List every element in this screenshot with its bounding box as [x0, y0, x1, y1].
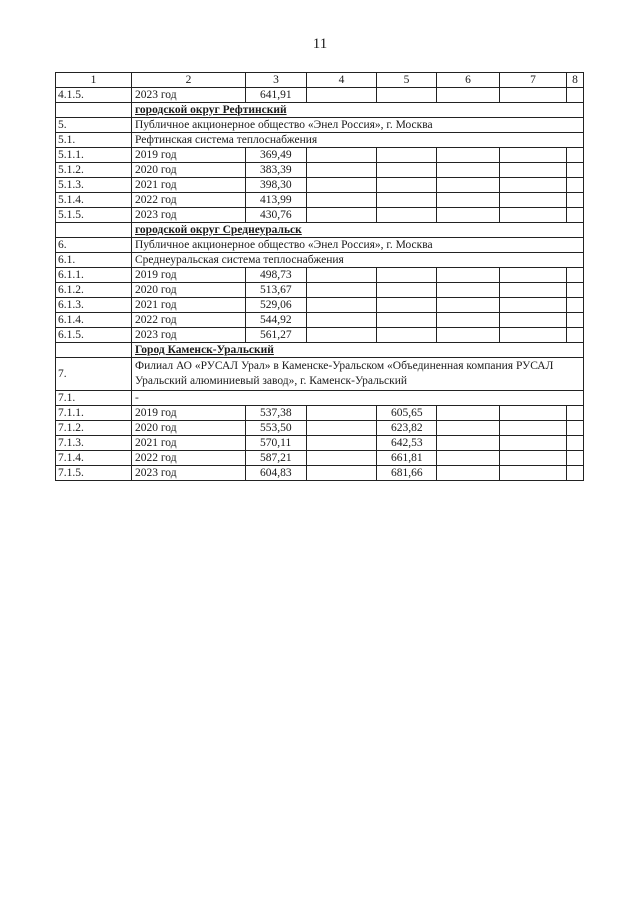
empty-cell	[500, 313, 567, 328]
description-row	[56, 253, 584, 268]
column-header: 1	[56, 73, 132, 88]
value-col5-cell: 661,81	[377, 451, 437, 466]
empty-cell	[437, 193, 500, 208]
year-cell: 2023 год	[132, 88, 246, 103]
empty-cell	[437, 298, 500, 313]
table-row	[56, 193, 584, 208]
empty-cell	[437, 313, 500, 328]
value-col5-cell	[377, 148, 437, 163]
value-col5-cell: 605,65	[377, 406, 437, 421]
empty-cell	[437, 208, 500, 223]
page-number: 11	[312, 36, 328, 52]
empty-cell	[307, 148, 377, 163]
value-col3-cell: 544,92	[246, 313, 307, 328]
year-cell: 2020 год	[132, 163, 246, 178]
value-col5-cell: 623,82	[377, 421, 437, 436]
empty-cell	[307, 298, 377, 313]
empty-cell	[56, 103, 132, 118]
value-col5-cell	[377, 313, 437, 328]
empty-cell	[567, 466, 584, 481]
empty-cell	[437, 328, 500, 343]
column-header: 6	[437, 73, 500, 88]
row-number-cell: 7.1.1.	[56, 406, 132, 421]
empty-cell	[500, 436, 567, 451]
empty-cell	[437, 268, 500, 283]
column-header: 2	[132, 73, 246, 88]
row-number-cell: 6.1.2.	[56, 283, 132, 298]
column-header: 7	[500, 73, 567, 88]
column-header: 4	[307, 73, 377, 88]
empty-cell	[567, 178, 584, 193]
table-row	[56, 283, 584, 298]
description-cell: Рефтинская система теплоснабжения	[132, 133, 584, 148]
empty-cell	[437, 466, 500, 481]
table-body	[56, 88, 584, 481]
empty-cell	[437, 436, 500, 451]
value-col5-cell	[377, 268, 437, 283]
table-row	[56, 451, 584, 466]
empty-cell	[307, 163, 377, 178]
section-title: городской округ Среднеуральск	[132, 223, 584, 238]
empty-cell	[437, 178, 500, 193]
description-row	[56, 391, 584, 406]
value-col5-cell	[377, 328, 437, 343]
empty-cell	[500, 163, 567, 178]
row-number-cell: 5.1.2.	[56, 163, 132, 178]
table-row	[56, 178, 584, 193]
year-cell: 2022 год	[132, 313, 246, 328]
column-number-row	[56, 73, 584, 88]
section-row	[56, 223, 584, 238]
empty-cell	[307, 208, 377, 223]
empty-cell	[307, 268, 377, 283]
row-number-cell: 5.1.	[56, 133, 132, 148]
description-cell: Филиал АО «РУСАЛ Урал» в Каменске-Уральском «Объединенная компания РУСАЛ Уральский алюминиевый завод», г. Каменск-Уральский	[132, 358, 584, 391]
empty-cell	[307, 328, 377, 343]
row-number-cell: 4.1.5.	[56, 88, 132, 103]
empty-cell	[437, 283, 500, 298]
year-cell: 2022 год	[132, 451, 246, 466]
row-number-cell: 7.1.2.	[56, 421, 132, 436]
value-col3-cell: 398,30	[246, 178, 307, 193]
empty-cell	[500, 406, 567, 421]
year-cell: 2021 год	[132, 436, 246, 451]
description-row	[56, 358, 584, 391]
empty-cell	[307, 451, 377, 466]
table-row	[56, 436, 584, 451]
year-cell: 2020 год	[132, 421, 246, 436]
section-title: Город Каменск-Уральский	[132, 343, 584, 358]
column-header: 8	[567, 73, 584, 88]
empty-cell	[500, 421, 567, 436]
year-cell: 2022 год	[132, 193, 246, 208]
value-col3-cell: 413,99	[246, 193, 307, 208]
value-col5-cell	[377, 298, 437, 313]
table-row	[56, 163, 584, 178]
row-number-cell: 6.1.4.	[56, 313, 132, 328]
table-row	[56, 88, 584, 103]
description-cell: -	[132, 391, 584, 406]
section-title: городской округ Рефтинский	[132, 103, 584, 118]
description-row	[56, 118, 584, 133]
empty-cell	[567, 88, 584, 103]
row-number-cell: 5.1.5.	[56, 208, 132, 223]
empty-cell	[500, 193, 567, 208]
empty-cell	[567, 328, 584, 343]
empty-cell	[500, 298, 567, 313]
year-cell: 2023 год	[132, 208, 246, 223]
empty-cell	[56, 343, 132, 358]
value-col3-cell: 570,11	[246, 436, 307, 451]
row-number-cell: 7.1.3.	[56, 436, 132, 451]
year-cell: 2021 год	[132, 178, 246, 193]
empty-cell	[500, 148, 567, 163]
table-row	[56, 313, 584, 328]
empty-cell	[500, 451, 567, 466]
value-col5-cell	[377, 193, 437, 208]
value-col5-cell	[377, 178, 437, 193]
value-col3-cell: 430,76	[246, 208, 307, 223]
empty-cell	[500, 88, 567, 103]
row-number-cell: 5.1.4.	[56, 193, 132, 208]
empty-cell	[567, 436, 584, 451]
empty-cell	[307, 88, 377, 103]
empty-cell	[500, 466, 567, 481]
empty-cell	[307, 283, 377, 298]
value-col5-cell: 681,66	[377, 466, 437, 481]
value-col3-cell: 498,73	[246, 268, 307, 283]
empty-cell	[567, 148, 584, 163]
year-cell: 2021 год	[132, 298, 246, 313]
table-row	[56, 421, 584, 436]
row-number-cell: 5.	[56, 118, 132, 133]
value-col3-cell: 513,67	[246, 283, 307, 298]
value-col5-cell	[377, 163, 437, 178]
empty-cell	[307, 406, 377, 421]
empty-cell	[567, 208, 584, 223]
row-number-cell: 7.	[56, 358, 132, 391]
description-cell: Среднеуральская система теплоснабжения	[132, 253, 584, 268]
value-col5-cell	[377, 283, 437, 298]
row-number-cell: 6.1.5.	[56, 328, 132, 343]
empty-cell	[500, 328, 567, 343]
empty-cell	[567, 451, 584, 466]
value-col3-cell: 383,39	[246, 163, 307, 178]
value-col3-cell: 529,06	[246, 298, 307, 313]
value-col3-cell: 587,21	[246, 451, 307, 466]
empty-cell	[500, 268, 567, 283]
empty-cell	[437, 163, 500, 178]
section-row	[56, 103, 584, 118]
row-number-cell: 5.1.3.	[56, 178, 132, 193]
empty-cell	[567, 193, 584, 208]
empty-cell	[567, 313, 584, 328]
value-col3-cell: 537,38	[246, 406, 307, 421]
value-col3-cell: 561,27	[246, 328, 307, 343]
value-col5-cell: 642,53	[377, 436, 437, 451]
empty-cell	[307, 421, 377, 436]
empty-cell	[437, 421, 500, 436]
empty-cell	[567, 283, 584, 298]
row-number-cell: 7.1.	[56, 391, 132, 406]
empty-cell	[437, 451, 500, 466]
description-cell: Публичное акционерное общество «Энел Россия», г. Москва	[132, 118, 584, 133]
row-number-cell: 6.1.	[56, 253, 132, 268]
year-cell: 2019 год	[132, 268, 246, 283]
row-number-cell: 6.	[56, 238, 132, 253]
description-cell: Публичное акционерное общество «Энел Россия», г. Москва	[132, 238, 584, 253]
description-row	[56, 133, 584, 148]
value-col5-cell	[377, 208, 437, 223]
row-number-cell: 5.1.1.	[56, 148, 132, 163]
empty-cell	[307, 466, 377, 481]
empty-cell	[437, 148, 500, 163]
row-number-cell: 6.1.3.	[56, 298, 132, 313]
empty-cell	[567, 406, 584, 421]
empty-cell	[56, 223, 132, 238]
column-header: 5	[377, 73, 437, 88]
column-header: 3	[246, 73, 307, 88]
row-number-cell: 6.1.1.	[56, 268, 132, 283]
value-col5-cell	[377, 88, 437, 103]
empty-cell	[500, 283, 567, 298]
empty-cell	[500, 208, 567, 223]
year-cell: 2020 год	[132, 283, 246, 298]
table-row	[56, 268, 584, 283]
description-row	[56, 238, 584, 253]
table-row	[56, 298, 584, 313]
row-number-cell: 7.1.4.	[56, 451, 132, 466]
table-row	[56, 406, 584, 421]
empty-cell	[567, 298, 584, 313]
table-row	[56, 208, 584, 223]
section-row	[56, 343, 584, 358]
empty-cell	[567, 163, 584, 178]
table-row	[56, 148, 584, 163]
value-col3-cell: 369,49	[246, 148, 307, 163]
row-number-cell: 7.1.5.	[56, 466, 132, 481]
table-row	[56, 466, 584, 481]
year-cell: 2023 год	[132, 328, 246, 343]
empty-cell	[307, 436, 377, 451]
empty-cell	[500, 178, 567, 193]
year-cell: 2023 год	[132, 466, 246, 481]
table-row	[56, 328, 584, 343]
year-cell: 2019 год	[132, 148, 246, 163]
tariff-table	[55, 72, 584, 481]
value-col3-cell: 604,83	[246, 466, 307, 481]
empty-cell	[567, 268, 584, 283]
empty-cell	[307, 193, 377, 208]
value-col3-cell: 641,91	[246, 88, 307, 103]
empty-cell	[437, 406, 500, 421]
empty-cell	[307, 178, 377, 193]
empty-cell	[307, 313, 377, 328]
value-col3-cell: 553,50	[246, 421, 307, 436]
year-cell: 2019 год	[132, 406, 246, 421]
empty-cell	[437, 88, 500, 103]
empty-cell	[567, 421, 584, 436]
